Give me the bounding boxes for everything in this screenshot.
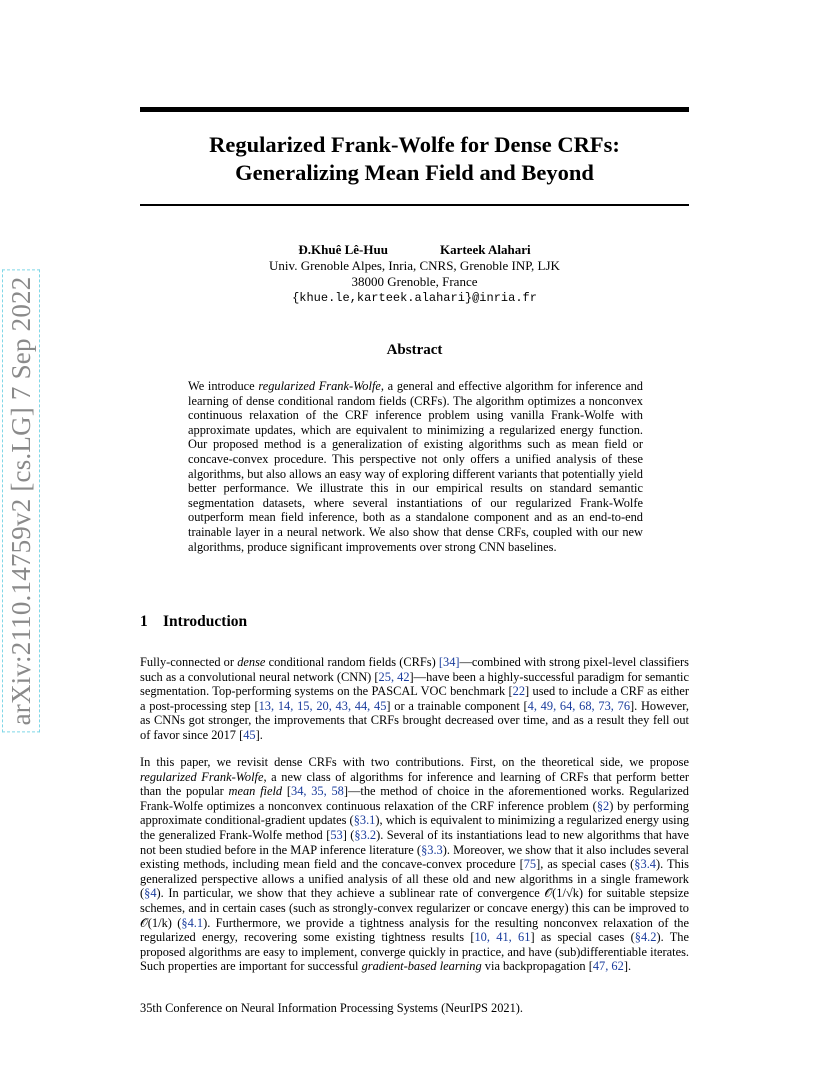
emphasis: mean field	[228, 784, 283, 799]
citation-link[interactable]: 34, 35, 58	[291, 784, 344, 799]
emphasis: gradient-based learning	[361, 959, 482, 974]
author-block	[140, 242, 689, 306]
abstract-body	[188, 379, 643, 554]
citation-link[interactable]: 53	[330, 827, 343, 842]
emphasis: regularized Frank-Wolfe	[140, 769, 264, 784]
section-link[interactable]: §4.1	[181, 915, 204, 930]
section-link[interactable]: §3.1	[353, 813, 376, 828]
section-number: 1	[140, 613, 148, 630]
text-run: [	[282, 784, 292, 799]
text-run: via backpropagation [	[481, 959, 593, 974]
text-run: ].	[255, 727, 263, 742]
section-link[interactable]: §4	[144, 886, 157, 901]
author-2: Karteek Alahari	[439, 242, 531, 257]
paper-title	[140, 131, 689, 187]
text-run: ). The proposed algorithms are easy to implement, converge quickly in practice, and have (sub)differentiable iterates. Such properties are important for successful	[140, 930, 689, 974]
affiliation: Univ. Grenoble Alpes, Inria, CNRS, Grenoble INP, LJK	[269, 258, 560, 273]
text-run: ). In particular, we show that they achieve a sublinear rate of convergence 𝒪(1/√k) for suitable stepsize schemes, and in certain cases (such as strongly-convex regularizer or concave energy) this can be improved to 𝒪(1/k) (	[140, 886, 689, 930]
text-run: ). Furthermore, we provide a tightness analysis for the resulting nonconvex relaxation of the regularized energy, recovering some existing tightness results [	[140, 915, 689, 945]
title-line-1: Regularized Frank-Wolfe for Dense CRFs:	[209, 132, 620, 157]
text-run: ] or a trainable component [	[386, 698, 528, 713]
email: {khue.le,karteek.alahari}@inria.fr	[292, 291, 537, 305]
abstract-text: , a general and effective algorithm for inference and learning of dense conditional random fields (CRFs). The algorithm optimizes a nonconvex continuous relaxation of the CRF inference problem using vanilla Frank-Wolfe with approximate updates, which are equivalent to minimizing a regularized energy function. Our proposed method is a generalization of existing algorithms such as mean field or concave-convex procedure. This perspective not only offers a unified analysis of these algorithms, but also allows an easy way of exploring different variants that potentially yield better performance. We illustrate this in our empirical results on standard semantic segmentation datasets, where several instantiations of our regularized Frank-Wolfe outperform mean field inference, both as a standalone component and as an end-to-end trainable layer in a neural network. We also show that dense CRFs, coupled with our new algorithms, produce significant improvements over strong CNN baselines.	[188, 379, 643, 554]
text-run: ]. However, as CNNs got stronger, the improvements that CRFs brought decreased over time, and as a result they fell out of favor since 2017 [	[140, 698, 690, 742]
title-rule-bottom	[140, 204, 689, 206]
citation-link[interactable]: 22	[512, 684, 526, 699]
title-rule-top	[140, 107, 689, 112]
text-run: ]—have been a highly-successful paradigm for semantic segmentation. Top-performing systems on the PASCAL VOC benchmark [	[140, 669, 689, 699]
section-link[interactable]: §4.2	[634, 930, 657, 945]
section-link[interactable]: §3.3	[421, 842, 443, 857]
text-run: ] as special cases (	[530, 930, 635, 945]
citation-link[interactable]: 4, 49, 64, 68, 73, 76	[527, 698, 631, 713]
section-heading	[140, 613, 247, 631]
title-line-2: Generalizing Mean Field and Beyond	[235, 160, 594, 185]
section-link[interactable]: §3.2	[354, 827, 377, 842]
arxiv-stamp	[0, 266, 42, 736]
citation-link[interactable]: 47, 62	[592, 959, 624, 974]
author-names	[140, 242, 689, 258]
text-run: ] used to include a CRF as either a post-processing step [	[140, 684, 689, 713]
intro-paragraph-2	[140, 755, 689, 974]
text-run: Fully-connected or	[140, 655, 238, 669]
city: 38000 Grenoble, France	[351, 274, 478, 289]
citation-link[interactable]: 75	[523, 857, 537, 872]
text-run: ). Moreover, we show that it also includes several existing methods, including mean field and the concave-convex procedure [	[140, 842, 689, 872]
arxiv-stamp-text: arXiv:2110.14759v2 [cs.LG] 7 Sep 2022	[2, 270, 40, 733]
citation-link[interactable]: [34]	[438, 655, 460, 669]
text-run: ). Several of its instantiations lead to new algorithms that have not been studied before in the MAP inference literature (	[140, 827, 689, 857]
citation-link[interactable]: 13, 14, 15, 20, 43, 44, 45	[258, 698, 387, 713]
text-run: ], as special cases (	[536, 857, 635, 872]
emphasis: dense	[237, 655, 266, 669]
text-run: conditional random fields (CRFs)	[265, 655, 439, 669]
section-link[interactable]: §3.4	[634, 857, 656, 872]
abstract-emph: regularized Frank-Wolfe	[258, 379, 381, 393]
citation-link[interactable]: 25, 42	[378, 669, 410, 684]
text-run: ] (	[342, 827, 355, 842]
conference-footnote: 35th Conference on Neural Information Processing Systems (NeurIPS 2021).	[140, 1001, 524, 1015]
author-1: Đ.Khuê Lê-Huu	[298, 242, 388, 257]
citation-link[interactable]: 45	[243, 727, 256, 742]
text-run: ), which is equivalent to minimizing a regularized energy using the generalized Frank-Wolfe method [	[140, 813, 689, 842]
text-run: In this paper, we revisit dense CRFs with two contributions. First, on the theoretical side, we propose	[140, 755, 689, 769]
text-run: ) by performing approximate conditional-gradient updates (	[140, 798, 689, 828]
abstract-text: We introduce	[188, 379, 259, 393]
text-run: ].	[623, 959, 632, 974]
section-title: Introduction	[163, 613, 248, 630]
section-link[interactable]: §2	[596, 798, 610, 813]
abstract-heading: Abstract	[386, 342, 443, 358]
text-run: ]—the method of choice in the aforementioned works. Regularized Frank-Wolfe optimizes a nonconvex continuous relaxation of the CRF inference problem (	[140, 784, 689, 813]
text-run: ). This generalized perspective allows a unified analysis of all these old and new algorithms in a single framework (	[140, 857, 689, 901]
citation-link[interactable]: 10, 41, 61	[474, 930, 531, 945]
text-run: , a new class of algorithms for inference and learning of CRFs that perform better than the popular	[140, 769, 689, 799]
intro-paragraph-1	[140, 655, 689, 743]
text-run: —combined with strong pixel-level classifiers such as a convolutional neural network (CNN) [	[140, 655, 689, 684]
